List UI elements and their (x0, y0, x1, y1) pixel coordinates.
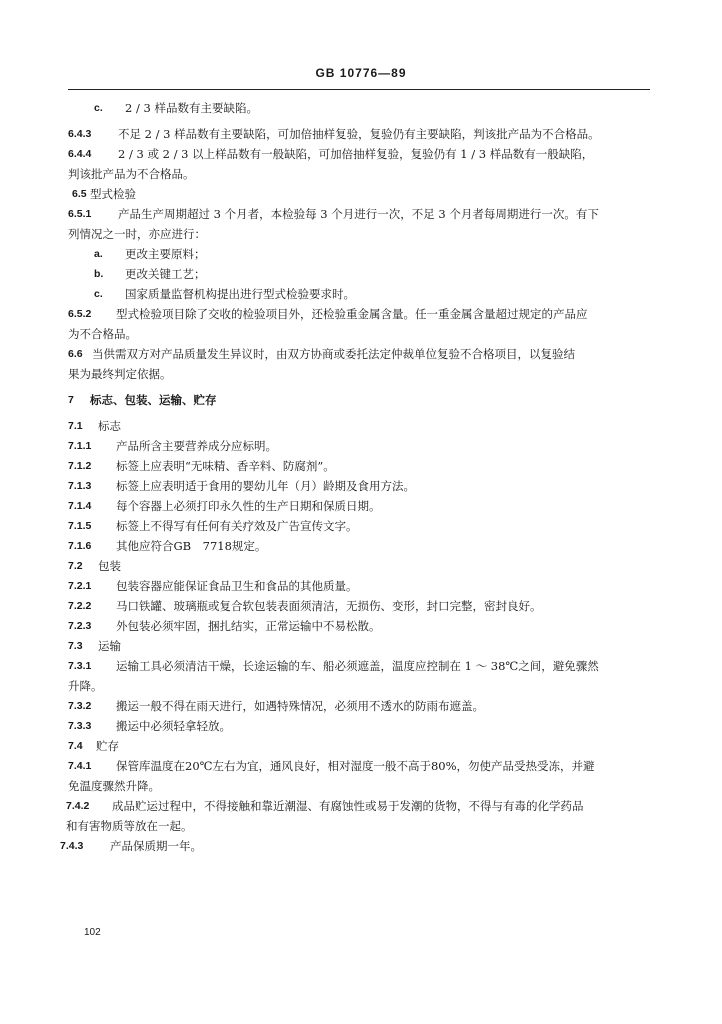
clause-number: 7.1.2 (68, 460, 92, 472)
clause-text: 判该批产品为不合格品。 (68, 167, 195, 181)
clause-number: 7.1.5 (68, 520, 92, 532)
clause-number: a. (94, 248, 103, 260)
clause-number: 7.3.1 (68, 660, 92, 672)
clause-text: 免温度骤然升降。 (68, 779, 160, 793)
clause-text: 列情况之一时，亦应进行： (68, 227, 206, 241)
clause-number: 7.1.6 (68, 540, 92, 552)
clause-text: 2 / 3 或 2 / 3 以上样品数有一般缺陷，可加倍抽样复验，复验仍有 1 / 3 样品数有一般缺陷， (118, 147, 594, 161)
clause-text: 标签上应表明适于食用的婴幼儿年（月）龄期及食用方法。 (116, 479, 415, 493)
clause-number: 7.3 (68, 640, 83, 652)
clause-number: 7.2.3 (68, 620, 92, 632)
clause-number: c. (94, 102, 103, 114)
clause-text: 不足 2 / 3 样品数有主要缺陷，可加倍抽样复验，复验仍有主要缺陷，判该批产品为不合格品。 (118, 127, 600, 141)
clause-text: 国家质量监督机构提出进行型式检验要求时。 (125, 287, 355, 301)
clause-text: 标签上应表明“无味精、香辛料、防腐剂”。 (116, 459, 335, 473)
clause-number: 7.2.2 (68, 600, 92, 612)
clause-number: 6.6 (68, 348, 83, 360)
clause-number: 7.2 (68, 560, 83, 572)
clause-number: 7.3.3 (68, 720, 92, 732)
clause-number: 7.1.4 (68, 500, 92, 512)
clause-number: 6.4.4 (68, 148, 92, 160)
clause-number: 6.5.2 (68, 308, 92, 320)
clause-number: 7.4.1 (68, 760, 92, 772)
clause-number: c. (94, 288, 103, 300)
clause-text: 包装容器应能保证食品卫生和食品的其他质量。 (116, 579, 358, 593)
clause-number: 6.5.1 (68, 208, 92, 220)
clause-text: 贮存 (96, 739, 119, 753)
clause-text: 更改主要原料； (125, 247, 206, 261)
clause-text: 产品保质期一年。 (110, 839, 202, 853)
clause-text: 包装 (98, 559, 121, 573)
clause-number: 7.2.1 (68, 580, 92, 592)
clause-number: 6.4.3 (68, 128, 92, 140)
clause-text: 其他应符合GB 7718规定。 (116, 539, 267, 553)
clause-number: 7.1.3 (68, 480, 92, 492)
clause-text: 型式检验 (90, 187, 136, 201)
clause-text: 果为最终判定依据。 (68, 367, 172, 381)
clause-text: 产品生产周期超过 3 个月者，本检验每 3 个月进行一次，不足 3 个月者每周期进行一次。有下 (118, 207, 599, 221)
clause-text: 运输 (98, 639, 121, 653)
clause-number: 7.4.2 (66, 800, 90, 812)
clause-text: 2 / 3 样品数有主要缺陷。 (125, 101, 258, 115)
clause-text: 保管库温度在20℃左右为宜，通风良好，相对湿度一般不高于80%，勿使产品受热受冻，并避 (116, 759, 595, 773)
clause-number: 7.4.3 (60, 840, 84, 852)
clause-text: 搬运一般不得在雨天进行，如遇特殊情况，必须用不透水的防雨布遮盖。 (116, 699, 484, 713)
clause-text: 标签上不得写有任何有关疗效及广告宣传文字。 (116, 519, 358, 533)
clause-number: 7.4 (68, 740, 83, 752)
clause-text: 马口铁罐、玻璃瓶或复合软包装表面须清洁，无损伤、变形，封口完整，密封良好。 (116, 599, 542, 613)
clause-text: 升降。 (68, 679, 103, 693)
header-rule (68, 89, 650, 90)
clause-text: 搬运中必须轻拿轻放。 (116, 719, 231, 733)
clause-text: 每个容器上必须打印永久性的生产日期和保质日期。 (116, 499, 381, 513)
clause-number: 7 (68, 394, 74, 406)
clause-number: 6.5 (72, 188, 87, 200)
clause-number: 7.1.1 (68, 440, 92, 452)
page-number: 102 (84, 927, 101, 938)
clause-text: 更改关键工艺； (125, 267, 206, 281)
clause-number: 7.1 (68, 420, 83, 432)
clause-text: 产品所含主要营养成分应标明。 (116, 439, 277, 453)
clause-text: 外包装必须牢固，捆扎结实，正常运输中不易松散。 (116, 619, 381, 633)
clause-text: 当供需双方对产品质量发生异议时，由双方协商或委托法定仲裁单位复验不合格项目，以复验结 (92, 347, 575, 361)
clause-text: 型式检验项目除了交收的检验项目外，还检验重金属含量。任一重金属含量超过规定的产品应 (116, 307, 588, 321)
clause-number: b. (94, 268, 104, 280)
clause-number: 7.3.2 (68, 700, 92, 712)
clause-text: 为不合格品。 (68, 327, 137, 341)
clause-text: 和有害物质等放在一起。 (66, 819, 193, 833)
clause-text: 标志、包装、运输、贮存 (90, 393, 217, 407)
clause-text: 标志 (98, 419, 121, 433)
clause-text: 运输工具必须清洁干燥，长途运输的车、船必须遮盖，温度应控制在 1 ～ 38℃之间，避免骤然 (116, 659, 599, 673)
page-header: GB 10776—89 (315, 66, 407, 80)
clause-text: 成品贮运过程中，不得接触和靠近潮湿、有腐蚀性或易于发潮的货物，不得与有毒的化学药品 (112, 799, 584, 813)
